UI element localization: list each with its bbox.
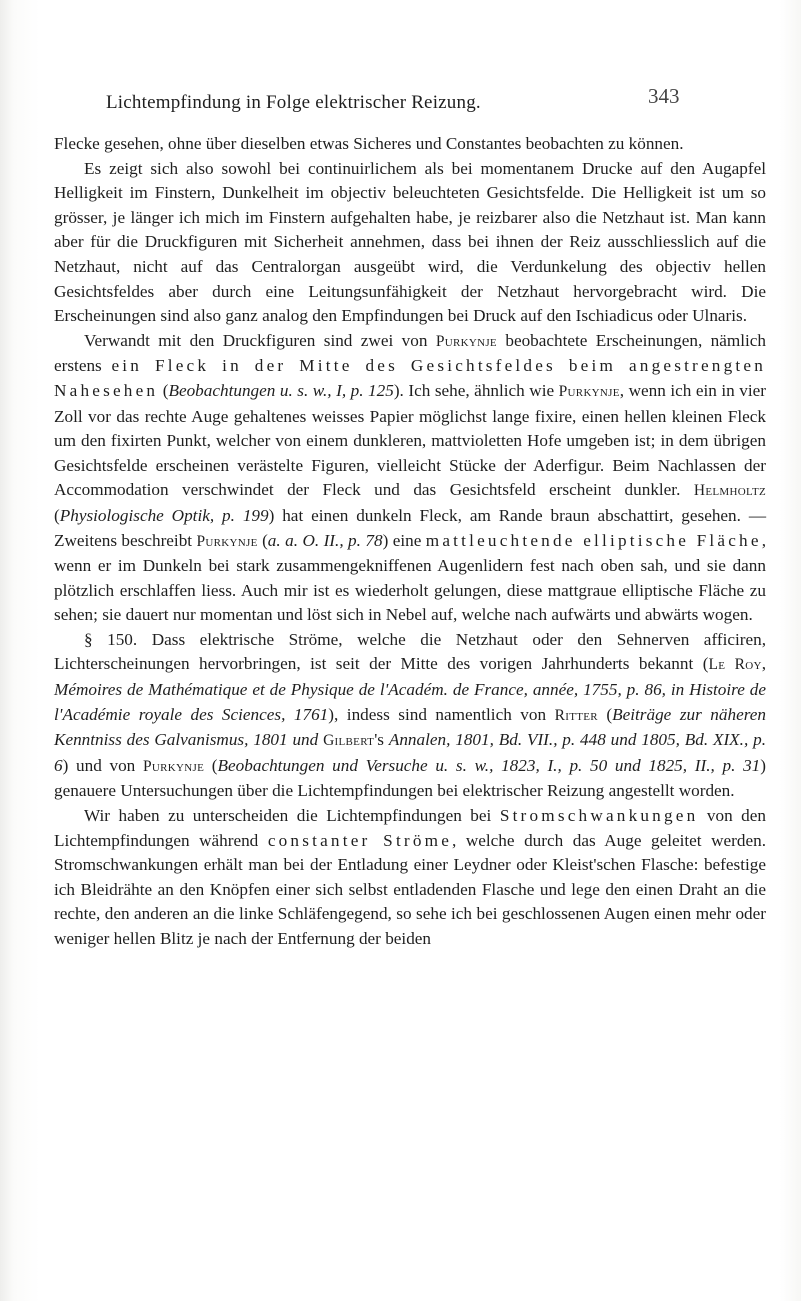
text-run: ). Ich sehe, ähnlich wie	[393, 380, 559, 400]
emphasized-phrase: constanter Ströme	[267, 830, 453, 850]
citation: Beiträge zur näheren Kenntniss des Galvanismus, 1801 und	[54, 704, 766, 750]
paragraph-4	[54, 628, 766, 804]
author-name: Purkynje	[558, 382, 620, 400]
text-run: ) hat einen dunkeln Fleck, am Rande braun abschattirt, gesehen. — Zweitens beschreibt	[54, 505, 767, 550]
emphasized-phrase: ein Fleck in der Mitte des Gesichtsfeldes beim angestrengten Nahesehen	[54, 356, 766, 400]
paragraph-1-text: Flecke gesehen, ohne über dieselben etwas Sicheres und Constantes beobachten zu können.	[54, 134, 684, 153]
citation: a. a. O. II., p. 78	[267, 530, 383, 550]
paragraph-2-text: Es zeigt sich also sowohl bei continuirlichem als bei momentanem Drucke auf den Augapfel Helligkeit im Finstern, Dunkelheit im objectiv beleuchteten Gesichtsfelde. Die Helligkeit ist um so grösser, je länger ich mich im Finstern aufgehalten habe, je reizbarer also die Netzhaut ist. Man kann aber für die Druckfiguren mit Sicherheit annehmen, dass bei ihnen der Reiz ausschliesslich auf die Netzhaut, nicht auf das Centralorgan ausgeübt wird, die Verdunkelung des objectiv hellen Gesichtsfeldes aber durch eine Leitungsunfähigkeit der Netzhaut hervorgebracht wird. Die Erscheinungen sind also ganz analog den Empfindungen bei Druck auf den Ischiadicus oder Ulnaris.	[54, 158, 766, 326]
citation: Mémoires de Mathématique et de Physique de l'Académ. de France, année, 1755, p. 86, in Histoire de l'Académie royale des Sciences, 1761	[54, 680, 766, 724]
paragraph-1	[54, 132, 766, 157]
text-run: , welche durch das Auge geleitet werden. Stromschwankungen erhält man bei der Entladung einer Leydner oder Kleist'schen Flasche: befestige ich Bleidrähte an den Knöpfen einer sich selbst entladenden Flasche und lege den einen Draht an die rechte, den anderen an die linke Schläfengegend, so sehe ich bei geschlossenen Augen einen mehr oder weniger hellen Blitz je nach der Entfernung der beiden	[54, 830, 766, 948]
text-run: , wenn ich ein in vier Zoll vor das rechte Auge gehaltenes weisses Papier möglichst lange fixire, einen hellen kleinen Fleck um den fixirten Punkt, welcher von einem dunkleren, mattvioletten Hofe umgeben ist; in dem übrigen Gesichtsfelde erscheinen verästelte Figuren, vielleicht Stücke der Aderfigur. Beim Nachlassen der Accommodation verschwindet der Fleck und das Gesichtsfeld erscheint dunkler.	[54, 380, 766, 500]
text-run: (	[158, 380, 169, 400]
paragraph-5	[54, 804, 766, 952]
paragraph-3	[54, 329, 766, 628]
author-name: Le Roy	[708, 656, 762, 674]
author-name: Ritter	[554, 706, 598, 724]
text-run: § 150. Dass elektrische Ströme, welche die Netzhaut oder den Sehnerven afficiren, Lichterscheinungen hervorbringen, ist seit der Mitte des vorigen Jahrhunderts bekannt (	[54, 629, 766, 674]
citation: Annalen, 1801, Bd. VII., p. 448 und 1805, Bd. XIX., p. 6	[54, 730, 766, 775]
text-run: Wir haben zu unterscheiden die Lichtempfindungen bei	[84, 806, 500, 826]
emphasized-phrase: Stromschwankungen	[499, 806, 699, 826]
text-run: (	[257, 530, 268, 550]
text-run: von den Lichtempfindungen während	[54, 806, 766, 850]
text-run: ), indess sind namentlich von	[328, 704, 555, 724]
text-run: , wenn er im Dunkeln bei stark zusammengekniffenen Augenlidern fest nach oben sah, und sie dann plötzlich erschlaffen liess. Auch mir ist es wiederholt gelungen, diese mattgraue elliptische Fläche zu sehen; sie dauert nur momentan und löst sich in Nebel auf, welche nach aufwärts und abwärts wogen.	[54, 530, 766, 625]
emphasized-phrase: mattleuchtende elliptische Fläche	[425, 530, 762, 550]
text-run: (	[54, 505, 60, 525]
text-run: (	[204, 755, 218, 775]
text-run: (	[597, 704, 613, 724]
author-name: Gilbert	[323, 732, 375, 750]
text-run: 's	[374, 730, 389, 750]
text-run: ) genauere Untersuchungen über die Lichtempfindungen bei elektrischer Reizung angestellt worden.	[54, 755, 766, 801]
citation: Beobachtungen u. s. w., I, p. 125	[168, 380, 394, 400]
citation: Beobachtungen und Versuche u. s. w., 1823, I., p. 50 und 1825, II., p. 31	[217, 755, 761, 775]
running-head: Lichtempfindung in Folge elektrischer Reizung.	[106, 92, 481, 113]
paragraph-2	[54, 157, 766, 329]
page-header	[0, 84, 801, 120]
citation: Physiologische Optik, p. 199	[59, 505, 269, 525]
author-name: Purkynje	[142, 757, 205, 775]
text-run: ) eine	[382, 530, 426, 550]
text-run: beobachtete Erscheinungen, nämlich erstens	[54, 330, 766, 376]
text-run: ,	[761, 654, 767, 674]
text-run: Verwandt mit den Druckfiguren sind zwei von	[84, 330, 436, 350]
author-name: Helmholtz	[693, 482, 766, 500]
author-name: Purkynje	[435, 332, 497, 350]
text-run: ) und von	[62, 755, 143, 775]
author-name: Purkynje	[196, 532, 258, 550]
page-number: 343	[648, 84, 680, 108]
body-text	[54, 132, 766, 952]
